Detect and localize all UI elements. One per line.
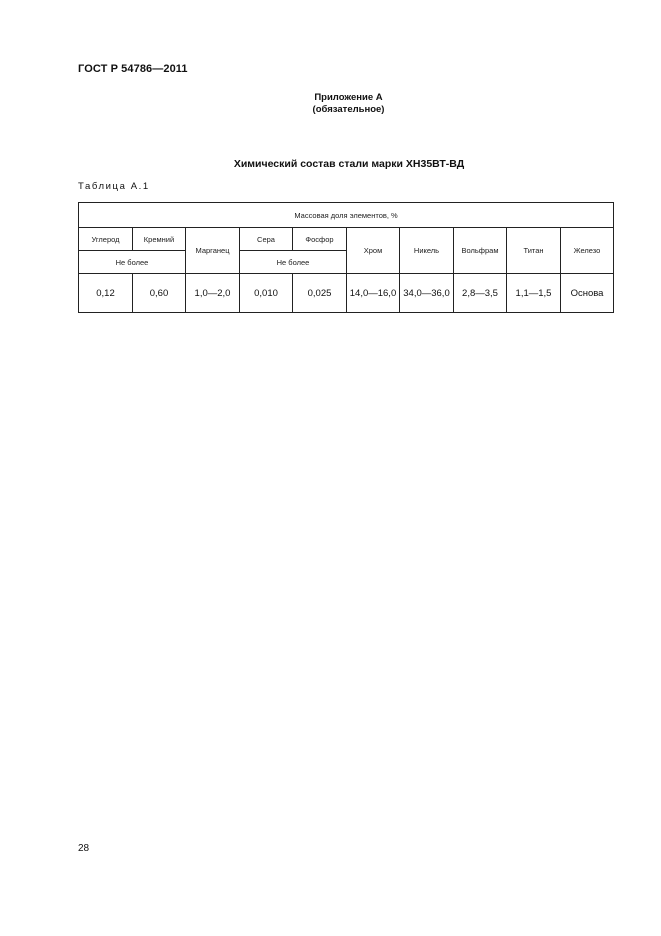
value-sulfur: 0,010 — [240, 274, 293, 313]
column-header-silicon: Кремний — [133, 228, 186, 251]
value-nickel: 34,0—36,0 — [400, 274, 454, 313]
value-carbon: 0,12 — [79, 274, 133, 313]
value-titanium: 1,1—1,5 — [507, 274, 561, 313]
value-tungsten: 2,8—3,5 — [454, 274, 507, 313]
value-chromium: 14,0—16,0 — [347, 274, 400, 313]
column-header-iron: Железо — [561, 228, 614, 274]
chemical-composition-table — [78, 202, 614, 313]
value-silicon: 0,60 — [133, 274, 186, 313]
value-iron: Основа — [561, 274, 614, 313]
table-row-column-names — [79, 228, 614, 251]
limit-label-carbon-silicon: Не более — [79, 251, 186, 274]
table-row-group-header — [79, 203, 614, 228]
column-header-sulfur: Сера — [240, 228, 293, 251]
document-title-wrapper — [0, 158, 661, 170]
column-header-nickel: Никель — [400, 228, 454, 274]
appendix-title: Приложение А — [314, 92, 383, 103]
table-row-values — [79, 274, 614, 313]
page-number: 28 — [78, 843, 90, 854]
appendix-status: (обязательное) — [312, 104, 385, 115]
column-header-phosphorus: Фосфор — [293, 228, 347, 251]
appendix-heading — [0, 92, 661, 116]
table-caption: Таблица А.1 — [78, 181, 150, 192]
column-header-chromium: Хром — [347, 228, 400, 274]
column-header-manganese: Марганец — [186, 228, 240, 274]
column-header-tungsten: Вольфрам — [454, 228, 507, 274]
group-header-cell: Массовая доля элементов, % — [79, 203, 614, 228]
column-header-carbon: Углерод — [79, 228, 133, 251]
column-header-titanium: Титан — [507, 228, 561, 274]
standard-code: ГОСТ Р 54786—2011 — [78, 63, 188, 75]
limit-label-sulfur-phosphorus: Не более — [240, 251, 347, 274]
document-title: Химический состав стали марки ХН35ВТ-ВД — [233, 158, 465, 170]
value-phosphorus: 0,025 — [293, 274, 347, 313]
value-manganese: 1,0—2,0 — [186, 274, 240, 313]
